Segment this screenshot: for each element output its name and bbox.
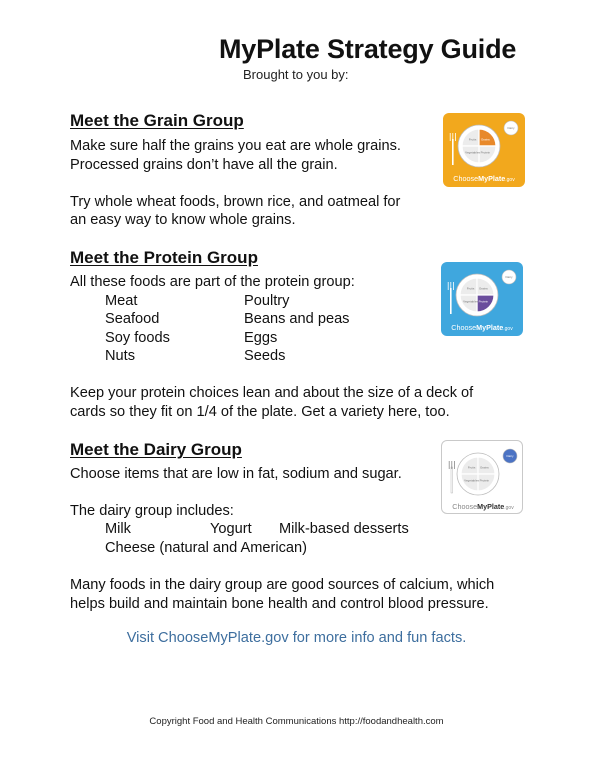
plate-label-protein: Protein — [478, 299, 489, 304]
dairy-heading: Meet the Dairy Group — [70, 440, 242, 459]
protein-intro: All these foods are part of the protein group: — [70, 274, 355, 290]
protein-foods-col1 — [105, 292, 170, 365]
plate-label-fruits: Fruits — [468, 137, 477, 142]
dairy-item: Cheese (natural and American) — [105, 540, 307, 556]
protein-line: Keep your protein choices lean and about the size of a deck of — [70, 385, 474, 401]
grain-line: Try whole wheat foods, brown rice, and oatmeal for — [70, 193, 401, 210]
plate-label-fruits: Fruits — [467, 465, 476, 470]
list-item: Soy foods — [105, 329, 170, 346]
grain-line — [70, 174, 401, 193]
plate-label-protein: Protein — [480, 150, 491, 155]
plate-label-fruits: Fruits — [466, 286, 475, 291]
svg-text:Dairy: Dairy — [507, 126, 515, 130]
list-item: Poultry — [244, 293, 290, 309]
dairy-cup-icon — [503, 449, 517, 463]
plate-label-grains: Grains — [479, 465, 489, 470]
dairy-item: Yogurt — [210, 521, 252, 537]
dairy-line: helps build and maintain bone health and control blood pressure. — [70, 595, 489, 612]
grain-heading: Meet the Grain Group — [70, 111, 244, 130]
protein-line: cards so they fit on 1/4 of the plate. Get a variety here, too. — [70, 403, 450, 420]
myplate-icon — [442, 441, 524, 515]
fork-icon — [448, 282, 454, 314]
dairy-line: Many foods in the dairy group are good sources of calcium, which — [70, 577, 495, 593]
dairy-cup-icon — [504, 121, 518, 135]
myplate-logo-dairy — [441, 440, 523, 514]
page-title: MyPlate Strategy Guide — [219, 34, 517, 64]
plate-label-grains: Grains — [480, 137, 490, 142]
dairy-includes-label: The dairy group includes: — [70, 503, 234, 519]
svg-text:Dairy: Dairy — [506, 454, 514, 458]
dairy-item: Milk — [105, 521, 131, 537]
choosemyplate-logo-text: ChooseMyPlate.gov — [452, 502, 514, 511]
protein-body — [70, 384, 473, 421]
plate-label-vegetables: Vegetables — [463, 299, 479, 304]
grain-line: Processed grains don’t have all the grain. — [70, 156, 338, 173]
byline: Brought to you by: — [243, 67, 349, 82]
dairy-body — [70, 576, 494, 613]
dairy-cup-icon — [502, 270, 516, 284]
plate-icon — [458, 125, 500, 167]
list-item: Eggs — [244, 329, 278, 346]
protein-heading: Meet the Protein Group — [70, 248, 258, 267]
plate-label-protein: Protein — [479, 478, 490, 483]
list-item: Beans and peas — [244, 311, 350, 328]
fork-icon — [449, 461, 455, 493]
plate-label-grains: Grains — [478, 286, 488, 291]
svg-text:Dairy: Dairy — [505, 275, 513, 279]
list-item: Meat — [105, 293, 138, 309]
choosemyplate-logo-text: ChooseMyPlate.gov — [451, 323, 513, 332]
grain-line: an easy way to know whole grains. — [70, 212, 296, 229]
plate-icon — [457, 453, 499, 495]
copyright: Copyright Food and Health Communications http://foodandhealth.com — [149, 716, 444, 727]
myplate-logo-protein — [441, 262, 523, 336]
plate-label-vegetables: Vegetables — [464, 478, 480, 483]
list-item: Seafood — [105, 311, 160, 328]
myplate-icon — [441, 262, 523, 336]
plate-icon — [456, 274, 498, 316]
grain-line: Make sure half the grains you eat are whole grains. — [70, 138, 401, 154]
myplate-icon — [443, 113, 525, 187]
fork-icon — [450, 133, 456, 165]
plate-label-vegetables: Vegetables — [465, 150, 481, 155]
visit-link[interactable]: Visit ChooseMyPlate.gov for more info and fun facts. — [126, 630, 467, 646]
list-item: Nuts — [105, 347, 136, 364]
choosemyplate-logo-text: ChooseMyPlate.gov — [453, 174, 515, 183]
dairy-item: Milk-based desserts — [279, 521, 409, 537]
dairy-intro: Choose items that are low in fat, sodium and sugar. — [70, 466, 402, 482]
protein-foods-col2 — [244, 292, 349, 365]
myplate-logo-grain — [443, 113, 525, 187]
list-item: Seeds — [244, 347, 286, 364]
grain-body — [70, 137, 401, 230]
